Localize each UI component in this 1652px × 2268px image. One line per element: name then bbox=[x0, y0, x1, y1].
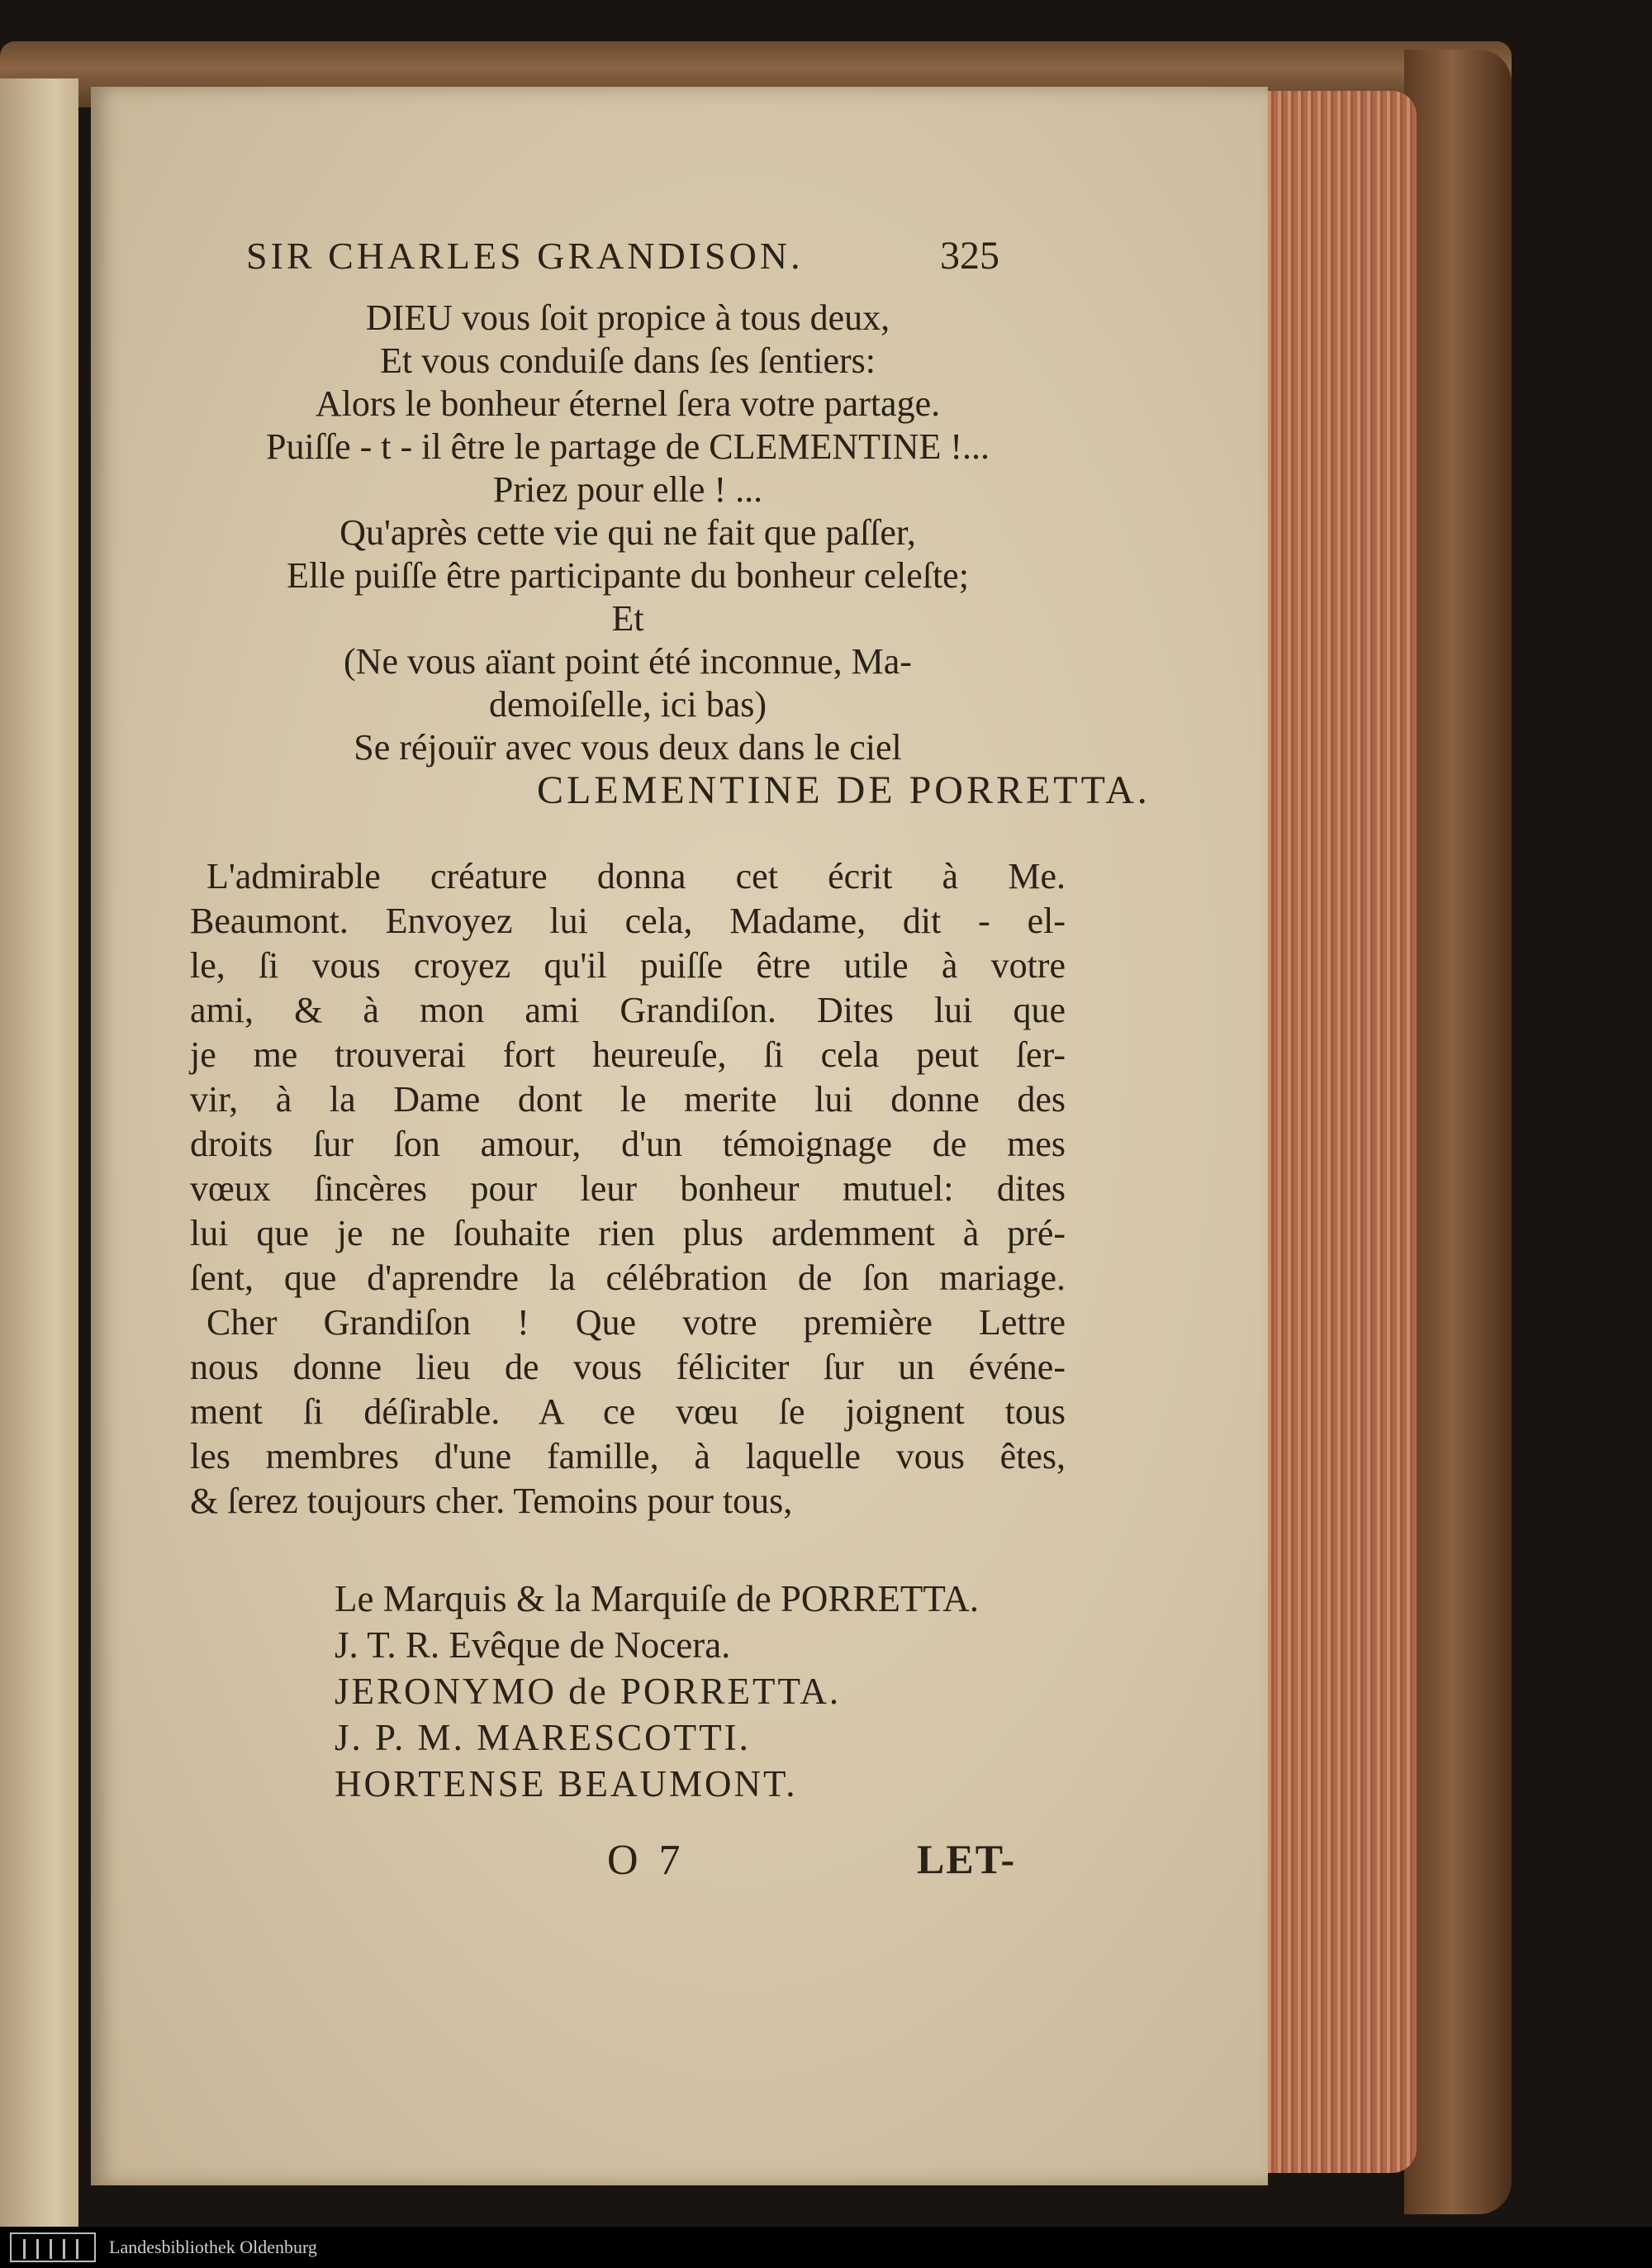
book-page bbox=[91, 87, 1268, 2185]
signatory-line: Le Marquis & la Marquiſe de PORRETTA. bbox=[335, 1578, 980, 1619]
body-line: nous donne lieu de vous féliciter ſur un événe- bbox=[190, 1347, 1066, 1387]
prayer-line: Qu'après cette vie qui ne fait que paſſer, bbox=[339, 512, 916, 553]
catchword: LET- bbox=[917, 1836, 1017, 1882]
prayer-line: demoiſelle, ici bas) bbox=[489, 684, 767, 725]
signatory-line: HORTENSE BEAUMONT. bbox=[335, 1763, 798, 1804]
body-line: ami, & à mon ami Grandiſon. Dites lui que bbox=[190, 990, 1066, 1030]
body-line: & ſerez toujours cher. Temoins pour tous, bbox=[190, 1481, 793, 1521]
signatory-line: JERONYMO de PORRETTA. bbox=[335, 1671, 842, 1712]
body-line: vœux ſincères pour leur bonheur mutuel: dites bbox=[190, 1168, 1066, 1209]
body-line: je me trouverai fort heureuſe, ſi cela peut ſer- bbox=[190, 1034, 1066, 1075]
library-name: Landesbibliothek Oldenburg bbox=[109, 2237, 317, 2257]
prayer-line: Priez pour elle ! ... bbox=[492, 469, 763, 510]
running-title: SIR CHARLES GRANDISON. bbox=[246, 235, 804, 277]
prayer-line: DIEU vous ſoit propice à tous deux, bbox=[365, 297, 890, 338]
prayer-line: Et vous conduiſe dans ſes ſentiers: bbox=[380, 340, 876, 381]
prayer-signature: CLEMENTINE DE PORRETTA. bbox=[537, 768, 1151, 812]
body-line: droits ſur ſon amour, d'un témoignage de mes bbox=[190, 1124, 1066, 1164]
signatory-line: J. P. M. MARESCOTTI. bbox=[335, 1717, 751, 1758]
page-number: 325 bbox=[940, 234, 999, 278]
signatory-line: J. T. R. Evêque de Nocera. bbox=[335, 1624, 731, 1666]
prayer-line: Elle puiſſe être participante du bonheur celeſte; bbox=[287, 555, 969, 596]
body-line: les membres d'une famille, à laquelle vous êtes, bbox=[190, 1436, 1066, 1476]
page-fore-edge bbox=[1264, 91, 1417, 2173]
body-line: Beaumont. Envoyez lui cela, Madame, dit - el- bbox=[190, 901, 1066, 941]
facing-page-edge bbox=[0, 78, 78, 2227]
library-building-icon bbox=[10, 2232, 96, 2262]
prayer-line: Se réjouïr avec vous deux dans le ciel bbox=[354, 727, 902, 768]
body-line: Cher Grandiſon ! Que votre première Lettre bbox=[206, 1302, 1066, 1343]
library-footer-bar bbox=[0, 2227, 1652, 2268]
prayer-line: Alors le bonheur éternel ſera votre partage. bbox=[315, 383, 941, 424]
body-line: ment ſi déſirable. A ce vœu ſe joignent tous bbox=[190, 1391, 1066, 1432]
body-line: le, ſi vous croyez qu'il puiſſe être utile à votre bbox=[190, 945, 1066, 986]
prayer-line: (Ne vous aïant point été inconnue, Ma- bbox=[344, 641, 912, 682]
body-line: vir, à la Dame dont le merite lui donne des bbox=[190, 1079, 1066, 1120]
book-cover-right bbox=[1404, 50, 1512, 2214]
signature-mark: O 7 bbox=[607, 1837, 686, 1884]
prayer-line: Et bbox=[611, 598, 644, 639]
body-line: L'admirable créature donna cet écrit à Me. bbox=[206, 856, 1066, 896]
prayer-line: Puiſſe - t - il être le partage de CLEMENTINE !... bbox=[265, 426, 990, 467]
body-line: ſent, que d'aprendre la célébration de ſon mariage. bbox=[190, 1258, 1066, 1298]
body-line: lui que je ne ſouhaite rien plus ardemment à pré- bbox=[190, 1213, 1066, 1253]
